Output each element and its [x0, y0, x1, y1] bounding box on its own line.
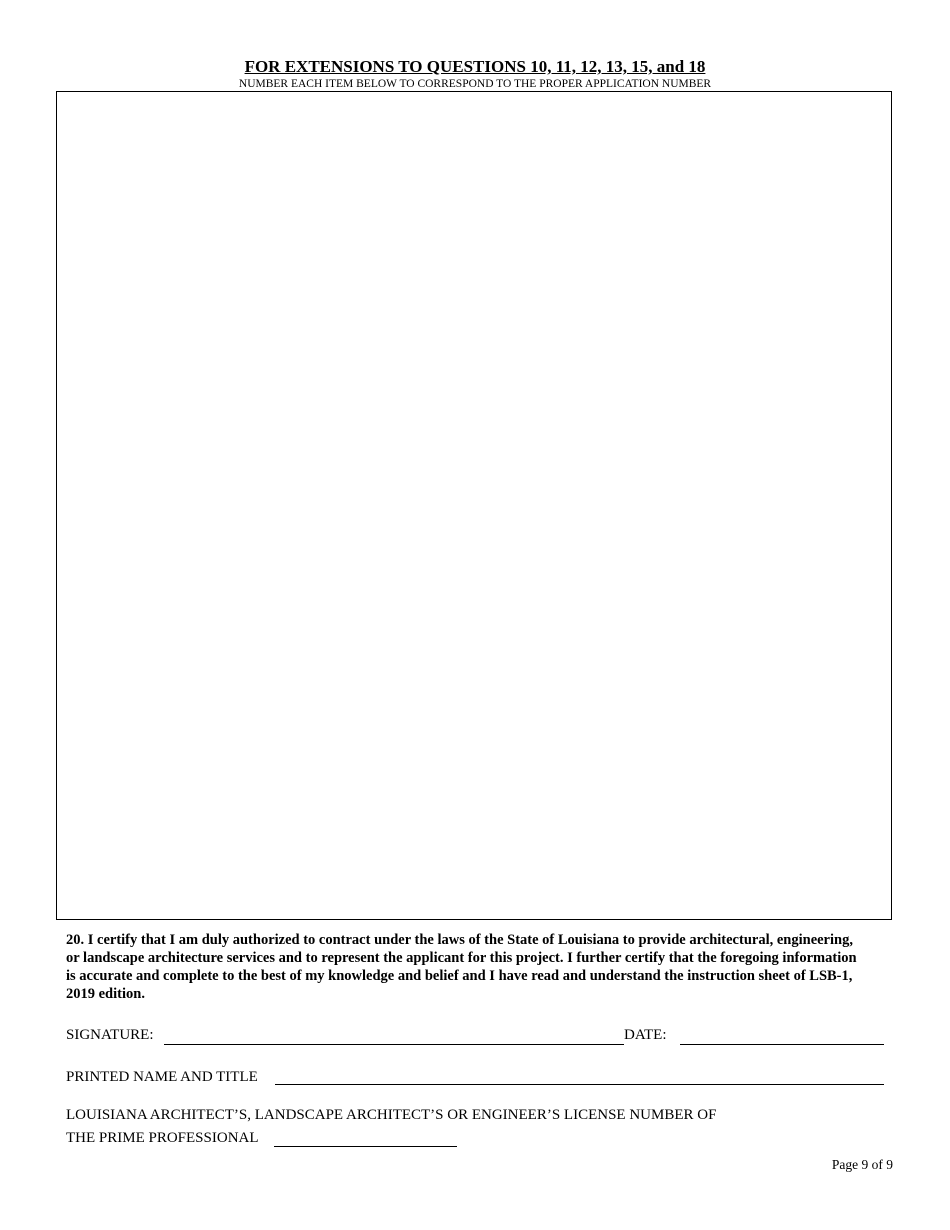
page-subtitle: NUMBER EACH ITEM BELOW TO CORRESPOND TO THE PROPER APPLICATION NUMBER — [238, 78, 712, 90]
signature-label: SIGNATURE: — [66, 1027, 154, 1043]
extensions-text-area[interactable] — [56, 91, 892, 920]
date-field[interactable] — [680, 1044, 884, 1045]
license-label-line1: LOUISIANA ARCHITECT’S, LANDSCAPE ARCHITECT’S OR ENGINEER’S LICENSE NUMBER OF — [66, 1107, 717, 1123]
printed-name-field[interactable] — [275, 1084, 884, 1085]
page-title: FOR EXTENSIONS TO QUESTIONS 10, 11, 12, 13, 15, and 18 — [244, 57, 706, 76]
printed-name-label: PRINTED NAME AND TITLE — [66, 1069, 258, 1085]
date-label: DATE: — [624, 1027, 667, 1043]
license-label-line2: THE PRIME PROFESSIONAL — [66, 1130, 259, 1146]
certification-statement: 20. I certify that I am duly authorized to contract under the laws of the State of Louisiana to provide architectural, engineering, or landscape architecture services and to represent the applicant for this project. I further certify that the foregoing information is accurate and complete to the best of my knowledge and belief and I have read and understand the instruction sheet of LSB-1, 2019 edition. — [66, 932, 857, 1002]
license-number-field[interactable] — [274, 1146, 457, 1147]
signature-field[interactable] — [164, 1044, 624, 1045]
page-number: Page 9 of 9 — [831, 1157, 893, 1172]
